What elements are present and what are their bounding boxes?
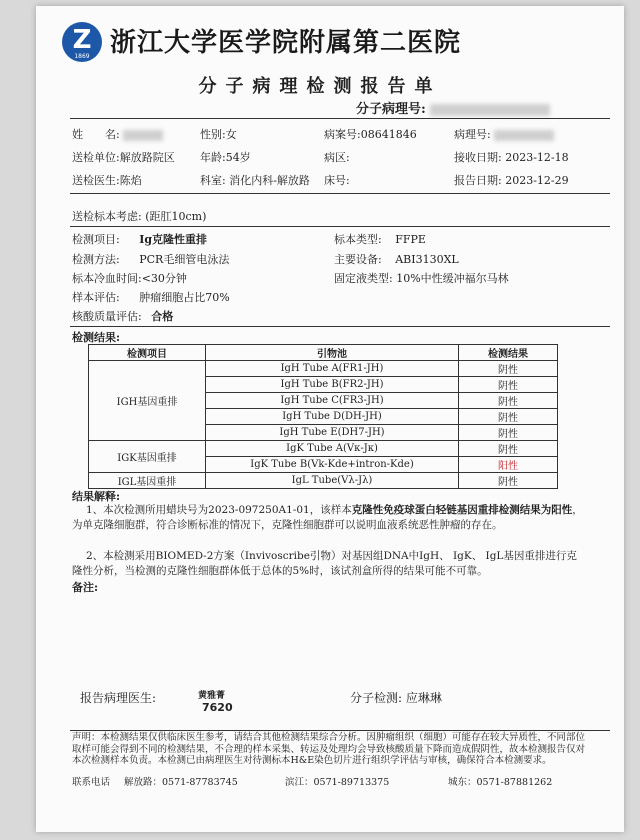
col-primer: 引物池	[206, 345, 459, 361]
doctor-signature-no: 7620	[202, 701, 233, 714]
disclaimer: 声明：本检测结果仅供临床医生参考，请结合其他检测结果综合分析。因肿瘤组织（细胞）可能存在较大异质性，不同部位取样可能会得到不同的检测结果，不合理的样本采集、转运及处理均会导致核酸质量下降而造成假阴性，故本检测报告仅对本次检测样本负责。本检测已由病理医生对待测标本H&E染色切片进行组织学评估与审核，确保符合本检测要求。	[72, 732, 586, 766]
molecular-field: 分子检测: 应琳琳	[350, 691, 442, 705]
col-result: 检测结果	[459, 345, 558, 361]
result-cell: 阴性	[459, 361, 558, 377]
col-item: 检测项目	[89, 345, 206, 361]
report-date-field: 报告日期: 2023-12-29	[454, 174, 569, 187]
divider-specimen	[70, 226, 610, 227]
logo-letter: Z	[72, 25, 92, 55]
primer-cell: IgK Tube A(Vκ-Jκ)	[206, 441, 459, 457]
qc-field: 核酸质量评估: 合格	[72, 310, 174, 323]
primer-cell: IgH Tube E(DH7-JH)	[206, 425, 459, 441]
unit-field: 送检单位:解放路院区	[72, 151, 175, 164]
table-header-row	[89, 345, 558, 361]
results-table	[88, 344, 558, 489]
item-field: 检测项目: Ig克隆性重排	[72, 233, 208, 246]
device-field: 主要设备: ABI3130XL	[334, 253, 459, 266]
remark-label: 备注:	[72, 581, 99, 594]
group-igk: IGK基因重排	[89, 441, 206, 473]
report-doctor-label: 报告病理医生:	[80, 691, 157, 705]
case-no-field: 病案号:08641846	[324, 128, 417, 141]
phone-label: 联系电话	[72, 777, 111, 788]
redacted-name	[123, 130, 163, 141]
result-cell: 阴性	[459, 409, 558, 425]
primer-cell: IgK Tube B(Vk-Kde+intron-Kde)	[206, 457, 459, 473]
received-field: 接收日期: 2023-12-18	[454, 151, 569, 164]
primer-cell: IgH Tube B(FR2-JH)	[206, 377, 459, 393]
interpretation-heading: 结果解释:	[72, 490, 121, 503]
hospital-name: 浙江大学医学院附属第二医院	[110, 28, 462, 58]
age-field: 年龄:54岁	[200, 151, 251, 164]
pathology-number: 分子病理号:	[356, 98, 550, 117]
interpretation-p2: 2、本检测采用BIOMED-2方案（Invivoscribe引物）对基因组DNA中IgH、 IgK、 IgL基因重排进行克隆性分析，当检测的克隆性细胞群体低于总体的5%时，该试剂盒所得的结果可能不可靠。	[72, 550, 577, 577]
cold-field: 标本冷血时间:<30分钟	[72, 272, 187, 285]
result-cell: 阴性	[459, 377, 558, 393]
doctor-signature: 黄雅菁	[198, 691, 226, 701]
primer-cell: IgH Tube D(DH-JH)	[206, 409, 459, 425]
divider-top	[70, 118, 610, 119]
method-field: 检测方法: PCR毛细管电泳法	[72, 253, 230, 266]
type-field: 标本类型: FFPE	[334, 233, 426, 246]
group-igl: IGL基因重排	[89, 473, 206, 489]
group-igh: IGH基因重排	[89, 361, 206, 441]
divider-results	[70, 326, 610, 327]
result-positive-cell: 阳性	[459, 457, 558, 473]
phone-jiefang: 解放路：0571-87783745	[124, 777, 238, 788]
divider-patient	[70, 193, 610, 194]
hospital-logo	[62, 22, 102, 62]
phone-binjiang: 滨江：0571-89713375	[285, 777, 390, 788]
result-cell: 阴性	[459, 473, 558, 489]
divider-footer	[70, 730, 610, 731]
redacted-number	[430, 104, 550, 116]
table-row	[89, 361, 558, 377]
gender-field: 性别:女	[200, 128, 237, 141]
bed-field: 床号:	[324, 174, 350, 187]
primer-cell: IgL Tube(Vλ-Jλ)	[206, 473, 459, 489]
ward-field: 病区:	[324, 151, 350, 164]
result-cell: 阴性	[459, 441, 558, 457]
specimen-note: 送检标本考虑: (距肛10cm)	[72, 210, 207, 223]
eval-field: 样本评估: 肿瘤细胞占比70%	[72, 291, 230, 304]
logo-year: 1869	[74, 53, 90, 60]
table-row	[89, 473, 558, 489]
name-field: 姓 名:	[72, 126, 163, 142]
path-no-field: 病理号:	[454, 126, 554, 142]
result-cell: 阴性	[459, 425, 558, 441]
report-title: 分子病理检测报告单	[198, 76, 442, 97]
result-cell: 阴性	[459, 393, 558, 409]
table-row	[89, 441, 558, 457]
primer-cell: IgH Tube A(FR1-JH)	[206, 361, 459, 377]
doctor-field: 送检医生:陈焰	[72, 174, 142, 187]
results-heading: 检测结果:	[72, 331, 121, 344]
primer-cell: IgH Tube C(FR3-JH)	[206, 393, 459, 409]
interpretation-p1: 1、本次检测所用蜡块号为2023-097250A1-01，该样本克隆性免疫球蛋白轻链基因重排检测结果为阳性，为单克隆细胞群，符合诊断标准的情况下，克隆性细胞群可以说明血液系统恶性肿瘤的存在。	[72, 504, 583, 531]
dept-field: 科室: 消化内科-解放路	[200, 174, 310, 187]
redacted-path-no	[494, 130, 554, 141]
phone-chengdong: 城东：0571-87881262	[448, 777, 553, 788]
fixative-field: 固定液类型: 10%中性缓冲福尔马林	[334, 272, 509, 285]
